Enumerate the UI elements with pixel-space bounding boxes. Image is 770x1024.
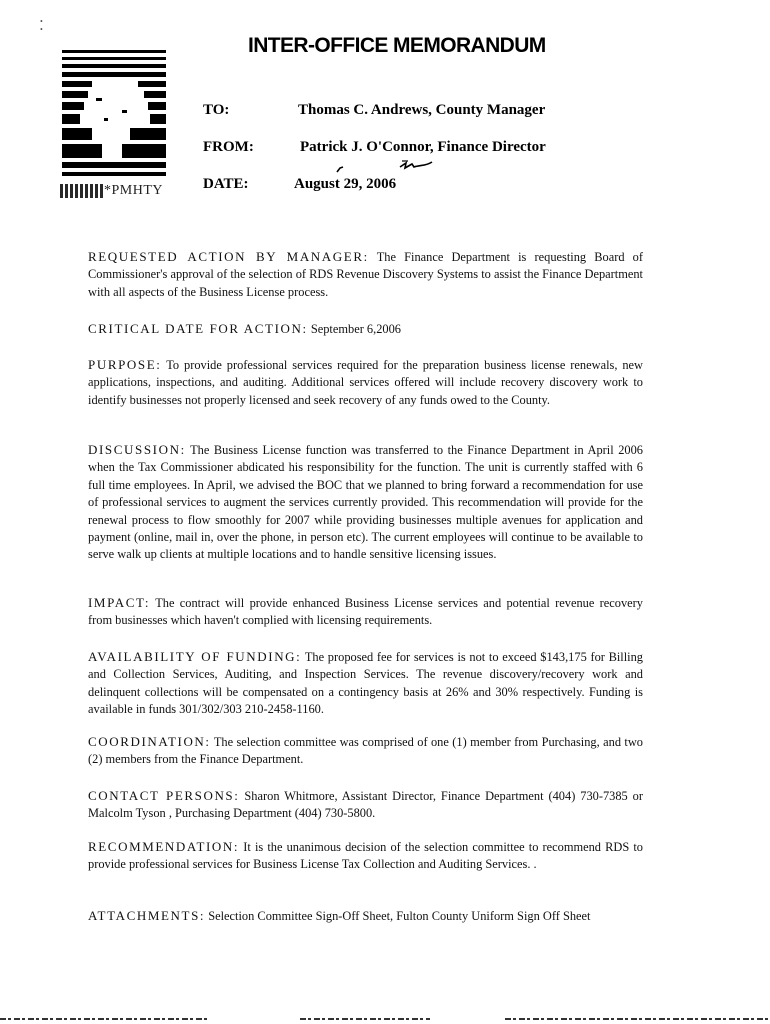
section-heading: RECOMMENDATION: bbox=[88, 839, 240, 854]
date-value: August 29, 2006 bbox=[294, 176, 397, 192]
section-critical-date bbox=[88, 320, 643, 338]
section-text: Sharon Whitmore, Assistant Director, Finance Department (404) 730-7385 or Malcolm Tyson , Purchasing Department (404) 730-5800. bbox=[88, 789, 643, 821]
section-heading: PURPOSE: bbox=[88, 357, 162, 372]
section-text: The Finance Department is requesting Board of Commissioner's approval of the selection of RDS Revenue Discovery Systems to assist the Finance Department with all aspects of the Business License process. bbox=[88, 250, 643, 299]
section-heading: CONTACT PERSONS: bbox=[88, 788, 240, 803]
section-heading: AVAILABILITY OF FUNDING: bbox=[88, 649, 302, 664]
section-impact bbox=[88, 594, 643, 630]
date-label: DATE: bbox=[203, 176, 249, 192]
handwritten-tick-icon bbox=[336, 166, 344, 174]
scan-artifact-line bbox=[300, 1018, 430, 1020]
section-attachments bbox=[88, 907, 643, 925]
scan-artifact-line bbox=[0, 1018, 210, 1020]
section-heading: REQUESTED ACTION BY MANAGER: bbox=[88, 249, 369, 264]
section-text: Selection Committee Sign-Off Sheet, Fulton County Uniform Sign Off Sheet bbox=[208, 909, 591, 923]
section-contact-persons bbox=[88, 787, 643, 823]
section-text: September 6,2006 bbox=[310, 322, 401, 336]
scan-artifact-line bbox=[505, 1018, 770, 1020]
scan-specks: • • bbox=[40, 17, 43, 34]
section-text: The proposed fee for services is not to exceed $143,175 for Billing and Collection Services, Auditing, and Inspection Services. The revenue discovery/recovery work and delinquent collections will be compensated on a contingency basis at 26% and 30% respectively. Funding is available in funds 301/302/303 210-2458-1160. bbox=[88, 650, 643, 717]
section-heading: ATTACHMENTS: bbox=[88, 908, 206, 923]
section-coordination bbox=[88, 733, 643, 769]
section-heading: IMPACT: bbox=[88, 595, 151, 610]
section-recommendation bbox=[88, 838, 643, 874]
section-discussion bbox=[88, 441, 643, 564]
logo-caption bbox=[60, 183, 175, 203]
section-text: The selection committee was comprised of one (1) member from Purchasing, and two (2) members from the Finance Department. bbox=[88, 735, 643, 767]
from-value: Patrick J. O'Connor, Finance Director bbox=[300, 139, 546, 155]
section-text: The contract will provide enhanced Business License services and potential revenue recovery from businesses which haven't complied with licensing requirements. bbox=[88, 596, 643, 628]
to-value: Thomas C. Andrews, County Manager bbox=[298, 102, 546, 118]
memo-title: INTER-OFFICE MEMORANDUM bbox=[248, 34, 546, 57]
section-requested-action bbox=[88, 248, 643, 301]
section-purpose bbox=[88, 356, 643, 409]
handwritten-initials-icon bbox=[398, 158, 434, 172]
section-heading: DISCUSSION: bbox=[88, 442, 186, 457]
section-heading: CRITICAL DATE FOR ACTION: bbox=[88, 321, 308, 336]
to-label: TO: bbox=[203, 102, 230, 118]
from-label: FROM: bbox=[203, 139, 254, 155]
logo-caption-text: *PMHTY bbox=[104, 183, 164, 198]
logo-scrawl-icon bbox=[60, 184, 104, 198]
section-funding bbox=[88, 648, 643, 719]
section-text: To provide professional services required for the preparation business license renewals, new applications, inspections, and auditing. Additional services offered will include recovery discovery work to identify businesses not properly licensed and seek recovery of any funds owed to the County. bbox=[88, 358, 643, 407]
section-text: The Business License function was transferred to the Finance Department in April 2006 when the Tax Commissioner abdicated his responsibility for the function. The unit is currently staffed with 6 full time employees. In April, we advised the BOC that we planned to bring forward a recommendation for use of professional services to augment the services currently provided. This recommendation will provide for the renewal process to flow smoothly for 2007 while providing businesses multiple avenues for application and payment (online, mail in, over the phone, in person etc). The current employees will continue to be available to serve walk up clients at multiple locations and to handle sensitive licensing issues. bbox=[88, 443, 643, 562]
section-text: It is the unanimous decision of the selection committee to recommend RDS to provide professional services for Business License Tax Collection and Auditing Services. . bbox=[88, 840, 643, 872]
section-heading: COORDINATION: bbox=[88, 734, 211, 749]
